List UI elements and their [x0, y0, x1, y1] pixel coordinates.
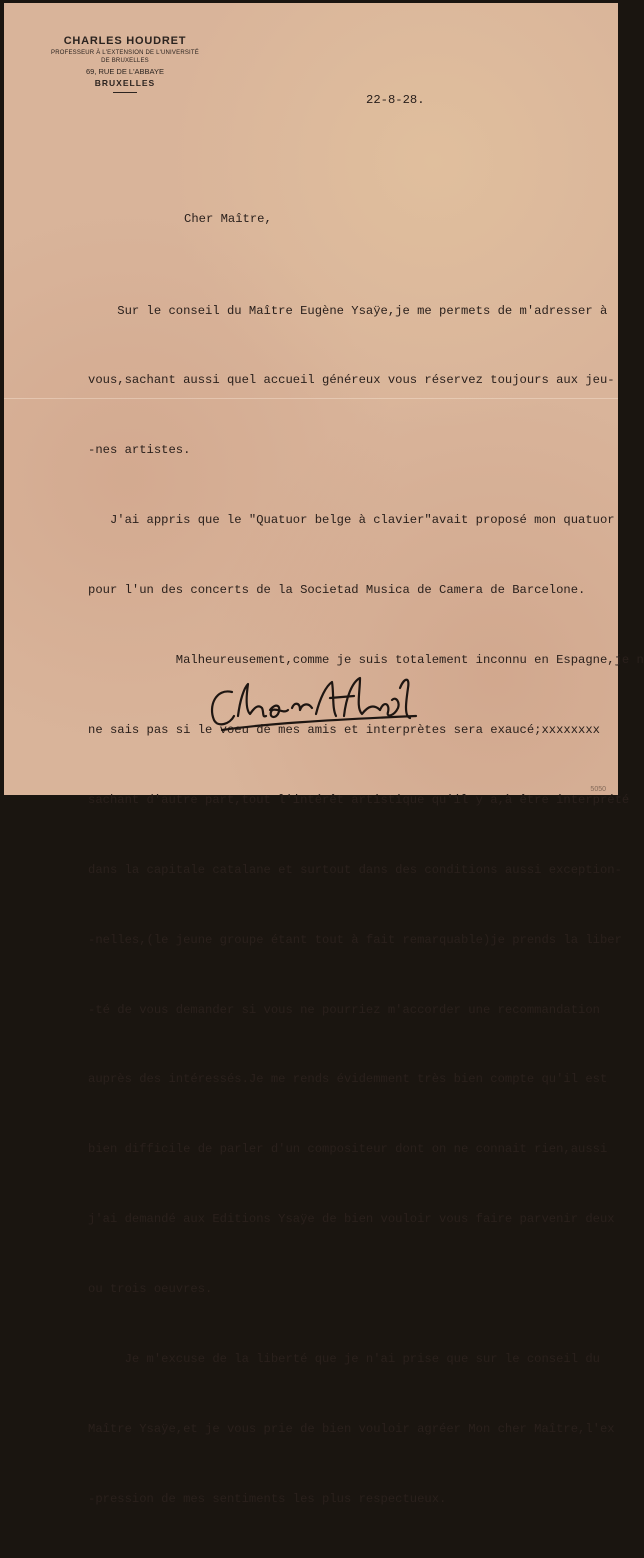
- body-line: J'ai appris que le "Quatuor belge à clavier"avait proposé mon quatuor: [88, 513, 615, 528]
- letterhead: [32, 35, 218, 93]
- body-line: j'ai demandé aux Editions Ysaÿe de bien vouloir vous faire parvenir deux: [88, 1212, 615, 1227]
- letter-body: [88, 253, 644, 1558]
- letterhead-title-2: DE BRUXELLES: [101, 58, 149, 64]
- body-line: ou trois oeuvres.: [88, 1282, 213, 1297]
- salutation: Cher Maître,: [184, 212, 272, 226]
- body-line: Sur le conseil du Maître Eugène Ysaÿe,je me permets de m'adresser à: [88, 303, 608, 318]
- body-line: -té de vous demander si vous ne pourriez m'accorder une recommandation: [88, 1002, 600, 1017]
- body-line: Je m'excuse de la liberté que je n'ai prise que sur le conseil du: [88, 1351, 600, 1366]
- letterhead-rule: [113, 92, 137, 93]
- body-line: bien difficile de parler d'un compositeur dont on ne connait rien,aussi: [88, 1142, 608, 1157]
- letterhead-name: CHARLES HOUDRET: [63, 35, 187, 47]
- letter-page: [4, 3, 644, 1506]
- letter-date: 22-8-28.: [366, 93, 425, 107]
- letterhead-city: BRUXELLES: [94, 78, 156, 88]
- letterhead-title-1: PROFESSEUR À L'EXTENSION DE L'UNIVERSITÉ: [51, 50, 199, 56]
- body-line: Maître Ysaÿe,et je vous prie de bien vouloir agréer Mon cher Maître,l'ex: [88, 1421, 615, 1436]
- body-line: -pression de mes sentiments les plus respectueux.: [88, 1491, 447, 1506]
- body-line: ne sais pas si le voeu de mes amis et interprètes sera exaucé;xxxxxxxx: [88, 722, 600, 737]
- archive-number: 5050: [590, 786, 606, 793]
- body-line: vous,sachant aussi quel accueil généreux vous réservez toujours aux jeu-: [88, 373, 615, 388]
- body-line: auprès des intéressés.Je me rends évidemment très bien compte qu'il est: [88, 1072, 608, 1087]
- body-line: dans la capitale catalane et surtout dans des conditions aussi exception-: [88, 862, 622, 877]
- body-line: -nelles,(le jeune groupe étant tout à fait remarquable)je prends la liber: [88, 932, 622, 947]
- body-line: Malheureusement,comme je suis totalement inconnu en Espagne,je n: [88, 653, 644, 668]
- body-line: -nes artistes.: [88, 443, 191, 458]
- handwritten-signature: [204, 658, 424, 738]
- letterhead-address: 69, RUE DE L'ABBAYE: [86, 67, 164, 76]
- body-line: pour l'un des concerts de la Societad Musica de Camera de Barcelone.: [88, 583, 586, 598]
- body-line: sachant d'autre part,tout l'intérêt artistique qu'il y a,à être interprété: [88, 792, 630, 807]
